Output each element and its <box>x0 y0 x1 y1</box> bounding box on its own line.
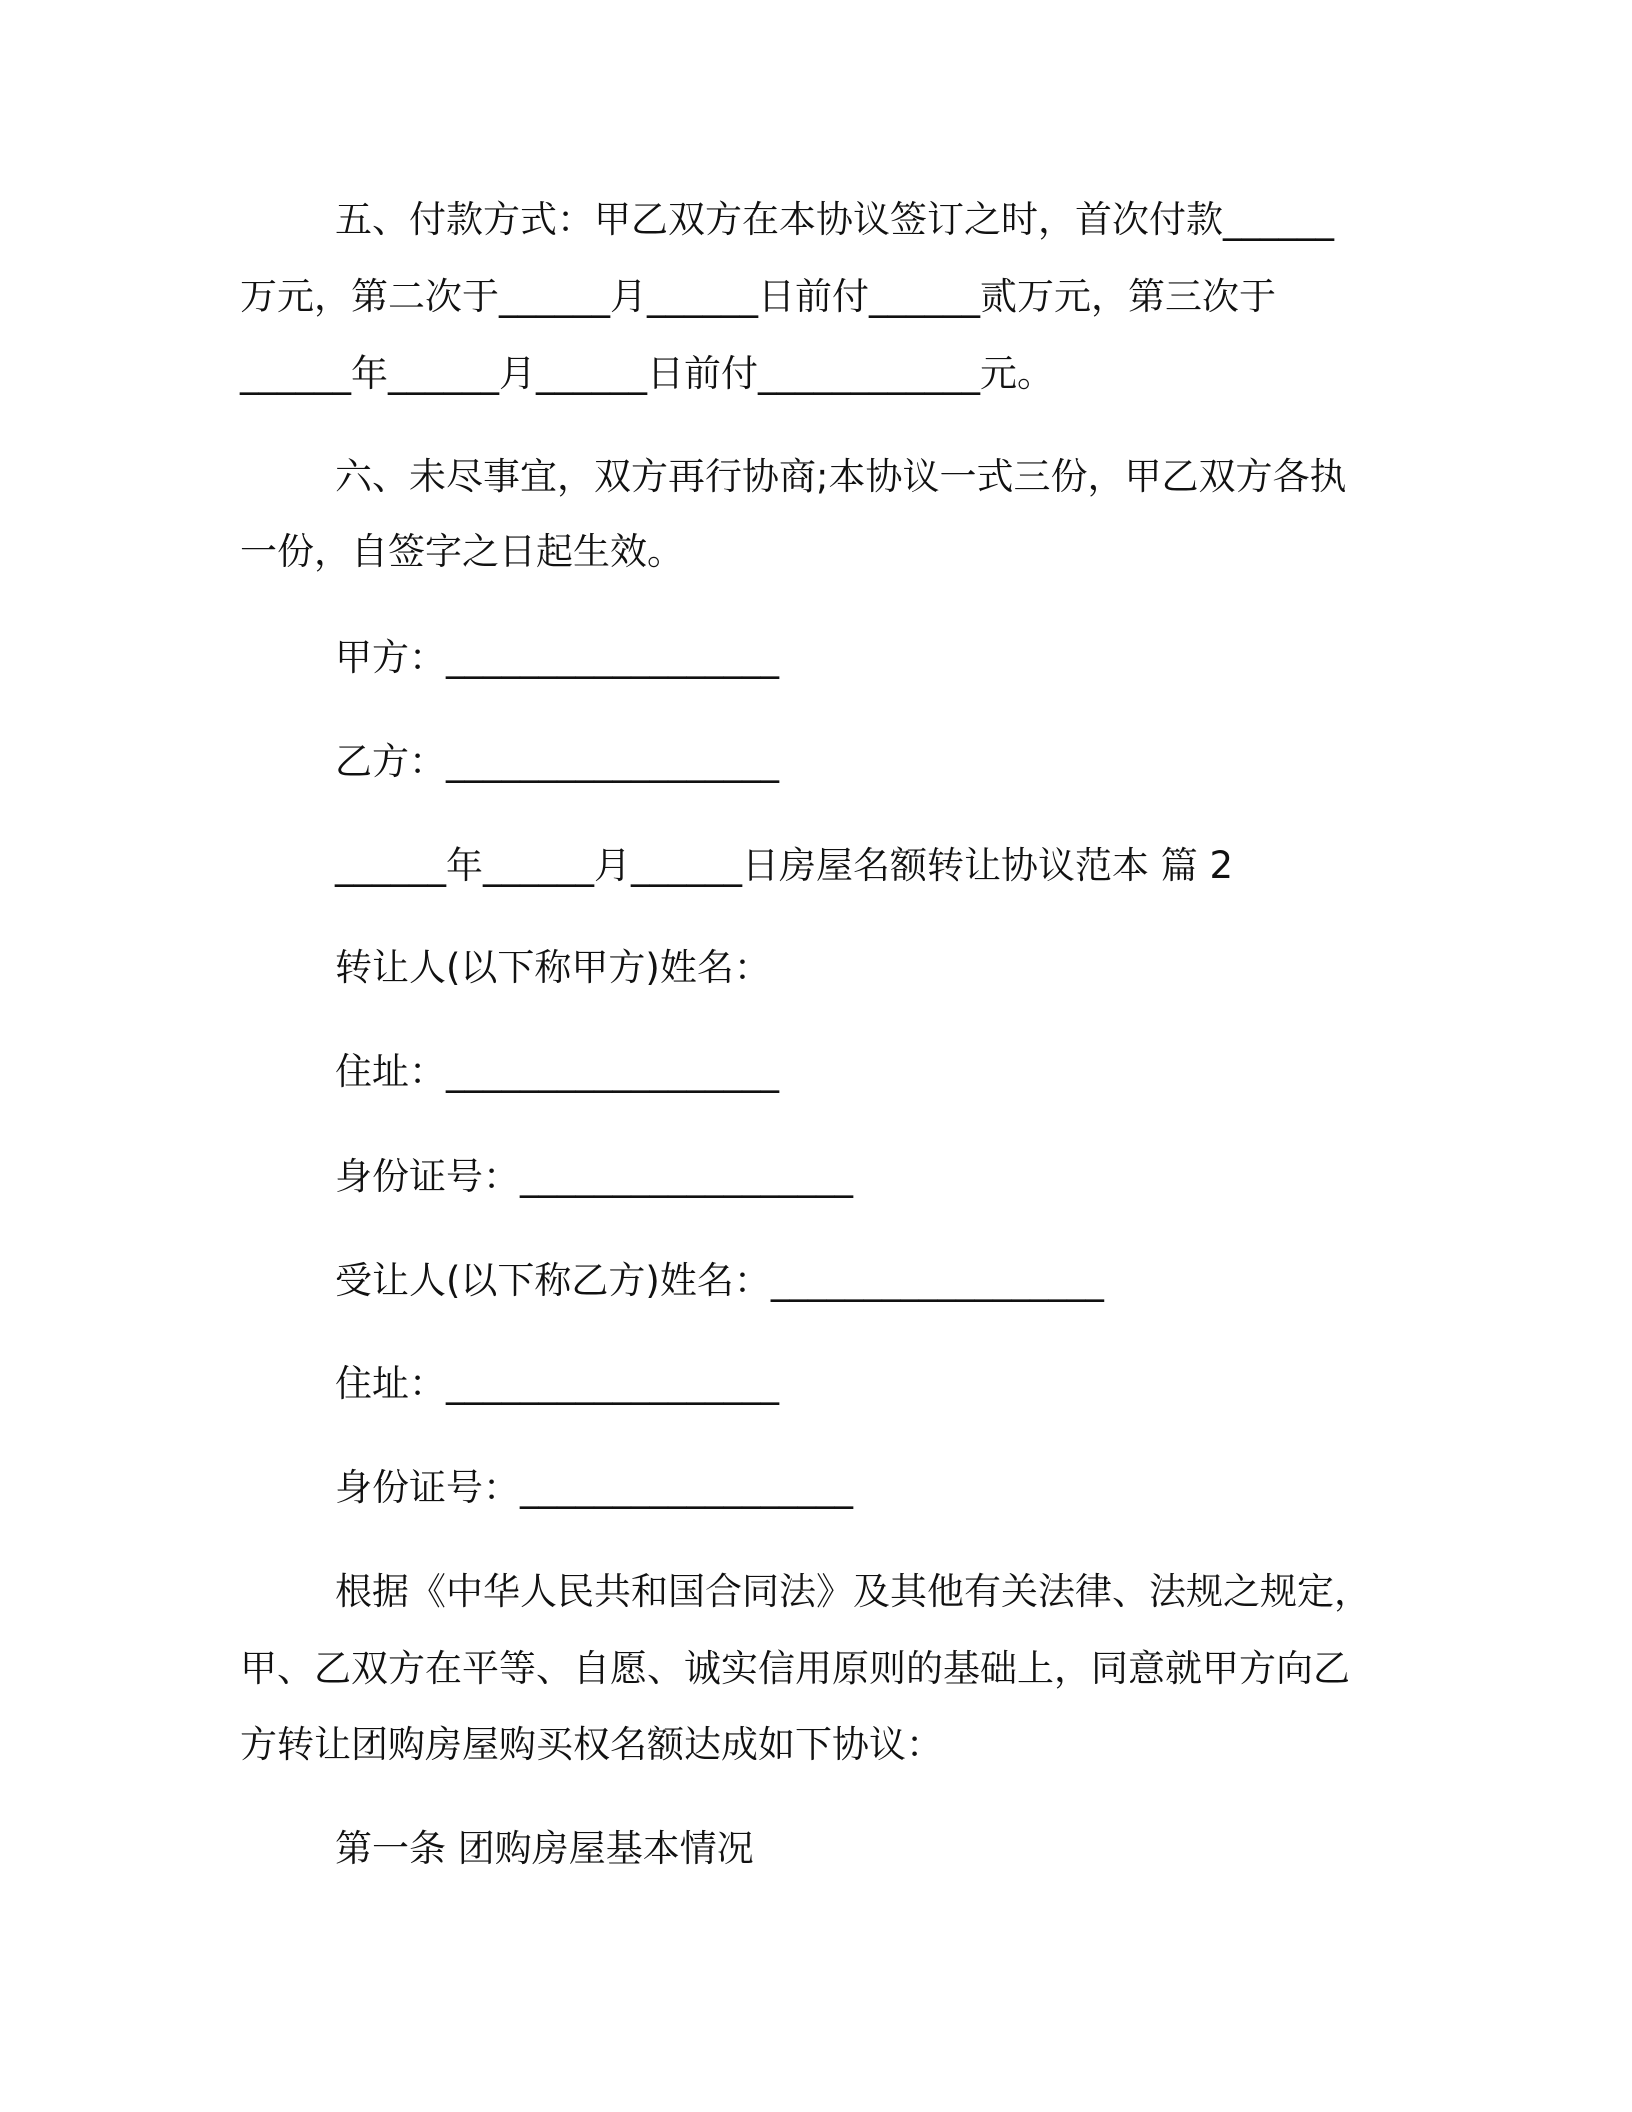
preamble-line1: 根据《中华人民共和国合同法》及其他有关法律、法规之规定， <box>335 1570 1371 1613</box>
transferor-name: 转让人(以下称甲方)姓名： <box>335 946 771 989</box>
transferee-id: 身份证号：__________________ <box>335 1466 853 1509</box>
date-and-title: ______年______月______日房屋名额转让协议范本 篇 2 <box>335 844 1234 887</box>
preamble-line3: 方转让团购房屋购买权名额达成如下协议： <box>240 1723 943 1766</box>
section5-line2: 万元，第二次于______月______日前付______贰万元，第三次于 <box>240 275 1276 318</box>
transferee-name: 受让人(以下称乙方)姓名：__________________ <box>335 1259 1104 1302</box>
section5-line3: ______年______月______日前付____________元。 <box>240 352 1054 395</box>
section5-line1: 五、付款方式：甲乙双方在本协议签订之时，首次付款______ <box>335 198 1334 241</box>
transferor-id: 身份证号：__________________ <box>335 1155 853 1198</box>
transferor-address: 住址：__________________ <box>335 1050 779 1093</box>
party-b-signature: 乙方：__________________ <box>335 740 779 783</box>
article1-title: 第一条 团购房屋基本情况 <box>335 1827 754 1870</box>
party-a-signature: 甲方：__________________ <box>335 636 779 679</box>
preamble-line2: 甲、乙双方在平等、自愿、诚实信用原则的基础上，同意就甲方向乙 <box>240 1647 1350 1690</box>
transferee-address: 住址：__________________ <box>335 1362 779 1405</box>
section6-line1: 六、未尽事宜，双方再行协商;本协议一式三份，甲乙双方各执 <box>335 455 1347 498</box>
section6-line2: 一份，自签字之日起生效。 <box>240 530 684 573</box>
